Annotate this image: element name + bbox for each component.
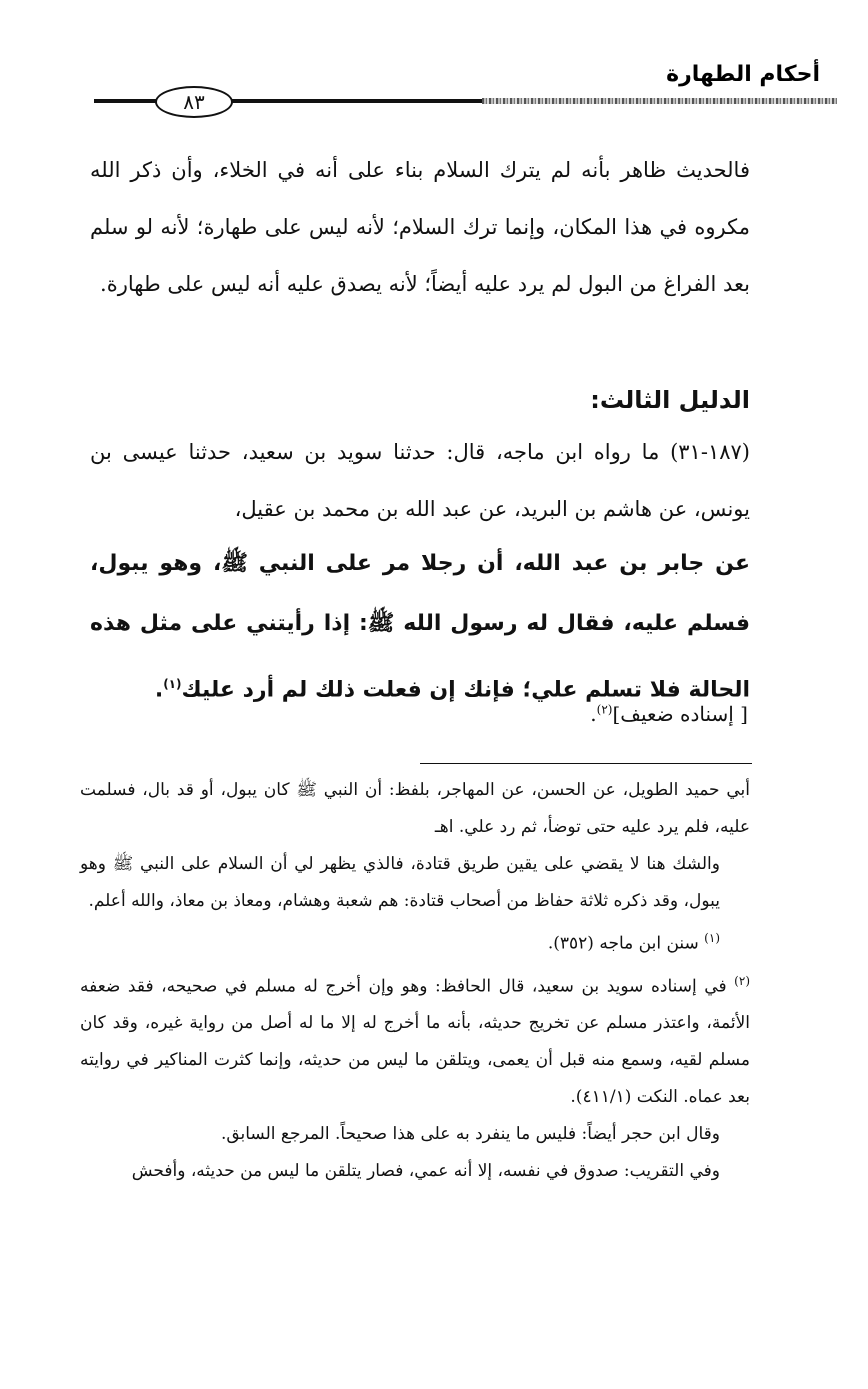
footnote-1-text: سنن ابن ماجه (٣٥٢). <box>547 933 699 954</box>
header-rule-ornament <box>482 98 837 104</box>
grading-text: [ إسناده ضعيف] <box>612 702 748 726</box>
footnote-2-continuation-2: وفي التقريب: صدوق في نفسه، إلا أنه عمي، فصار يتلقن ما ليس من حديثه، وأفحش <box>131 1161 720 1182</box>
footnote-2-text: في إسناده سويد بن سعيد، قال الحافظ: وهو وإن أخرج له مسلم في صحيحه، فقد ضعفه الأئمة، واعتذر مسلم عن تخريج حديثه، بأنه ما أخرج له إلا ما له أصل من رواية غيره، وقد كان مسلم لقيه، وسمع منه قبل أن يعمى، ويتلقن ما ليس من حديثه، وإنما كثرت المناكير في روايته بعد عماه. النكت (٤١١/١). <box>80 976 750 1108</box>
footnote-continuation: أبي حميد الطويل، عن الحسن، عن المهاجر، بلفظ: أن النبي ﷺ كان يبول، أو قد بال، فسلمت عليه، فلم يرد عليه حتى توضأ، ثم رد علي. اهـ <box>80 780 750 837</box>
hadith-isnad: (١٨٧-٣١) ما رواه ابن ماجه، قال: حدثنا سويد بن سعيد، حدثنا عيسى بن يونس، عن هاشم بن البريد، عن عبد الله بن محمد بن عقيل، <box>90 440 750 521</box>
footnote-separator <box>420 763 752 764</box>
footnote-ref-1: (١) <box>163 677 182 691</box>
footnote-2 <box>80 963 750 1117</box>
footnote-2-marker: (٢) <box>734 973 750 988</box>
running-header-title: أحكام الطهارة <box>666 62 820 87</box>
hadith-text <box>90 534 750 720</box>
footnote-ref-2: (٢) <box>596 702 613 717</box>
footnote-1-marker: (١) <box>704 931 720 945</box>
footnote-2-continuation-1: وقال ابن حجر أيضاً: فليس ما ينفرد به على هذا صحيحاً. المرجع السابق. <box>220 1124 720 1145</box>
footnotes <box>80 772 750 1190</box>
section-heading: الدليل الثالث: <box>590 386 750 414</box>
grading-end: . <box>590 702 597 726</box>
header-rule <box>94 99 482 103</box>
page-number: ٨٣ <box>155 86 233 118</box>
footnote-1 <box>80 920 750 963</box>
hadith-end: . <box>154 677 164 703</box>
hadith-grading <box>590 702 748 726</box>
paragraph-commentary: فالحديث ظاهر بأنه لم يترك السلام بناء على أنه في الخلاء، وأن ذكر الله مكروه في هذا المكان، وإنما ترك السلام؛ لأنه ليس على طهارة؛ لأنه لو سلم بعد الفراغ من البول لم يرد عليه أيضاً؛ لأنه يصدق عليه أنه ليس على طهارة. <box>90 158 750 296</box>
hadith-body: عن جابر بن عبد الله، أن رجلا مر على النبي ﷺ، وهو يبول، فسلم عليه، فقال له رسول الله ﷺ: إذا رأيتني على مثل هذه الحالة فلا تسلم علي؛ فإنك إن فعلت ذلك لم أرد عليك <box>90 551 750 703</box>
footnote-comment: والشك هنا لا يقضي على يقين طريق قتادة، فالذي يظهر لي أن السلام على النبي ﷺ وهو يبول، وقد ذكره ثلاثة حفاظ من أصحاب قتادة: هم شعبة وهشام، ومعاذ بن معاذ، والله أعلم. <box>80 854 720 911</box>
